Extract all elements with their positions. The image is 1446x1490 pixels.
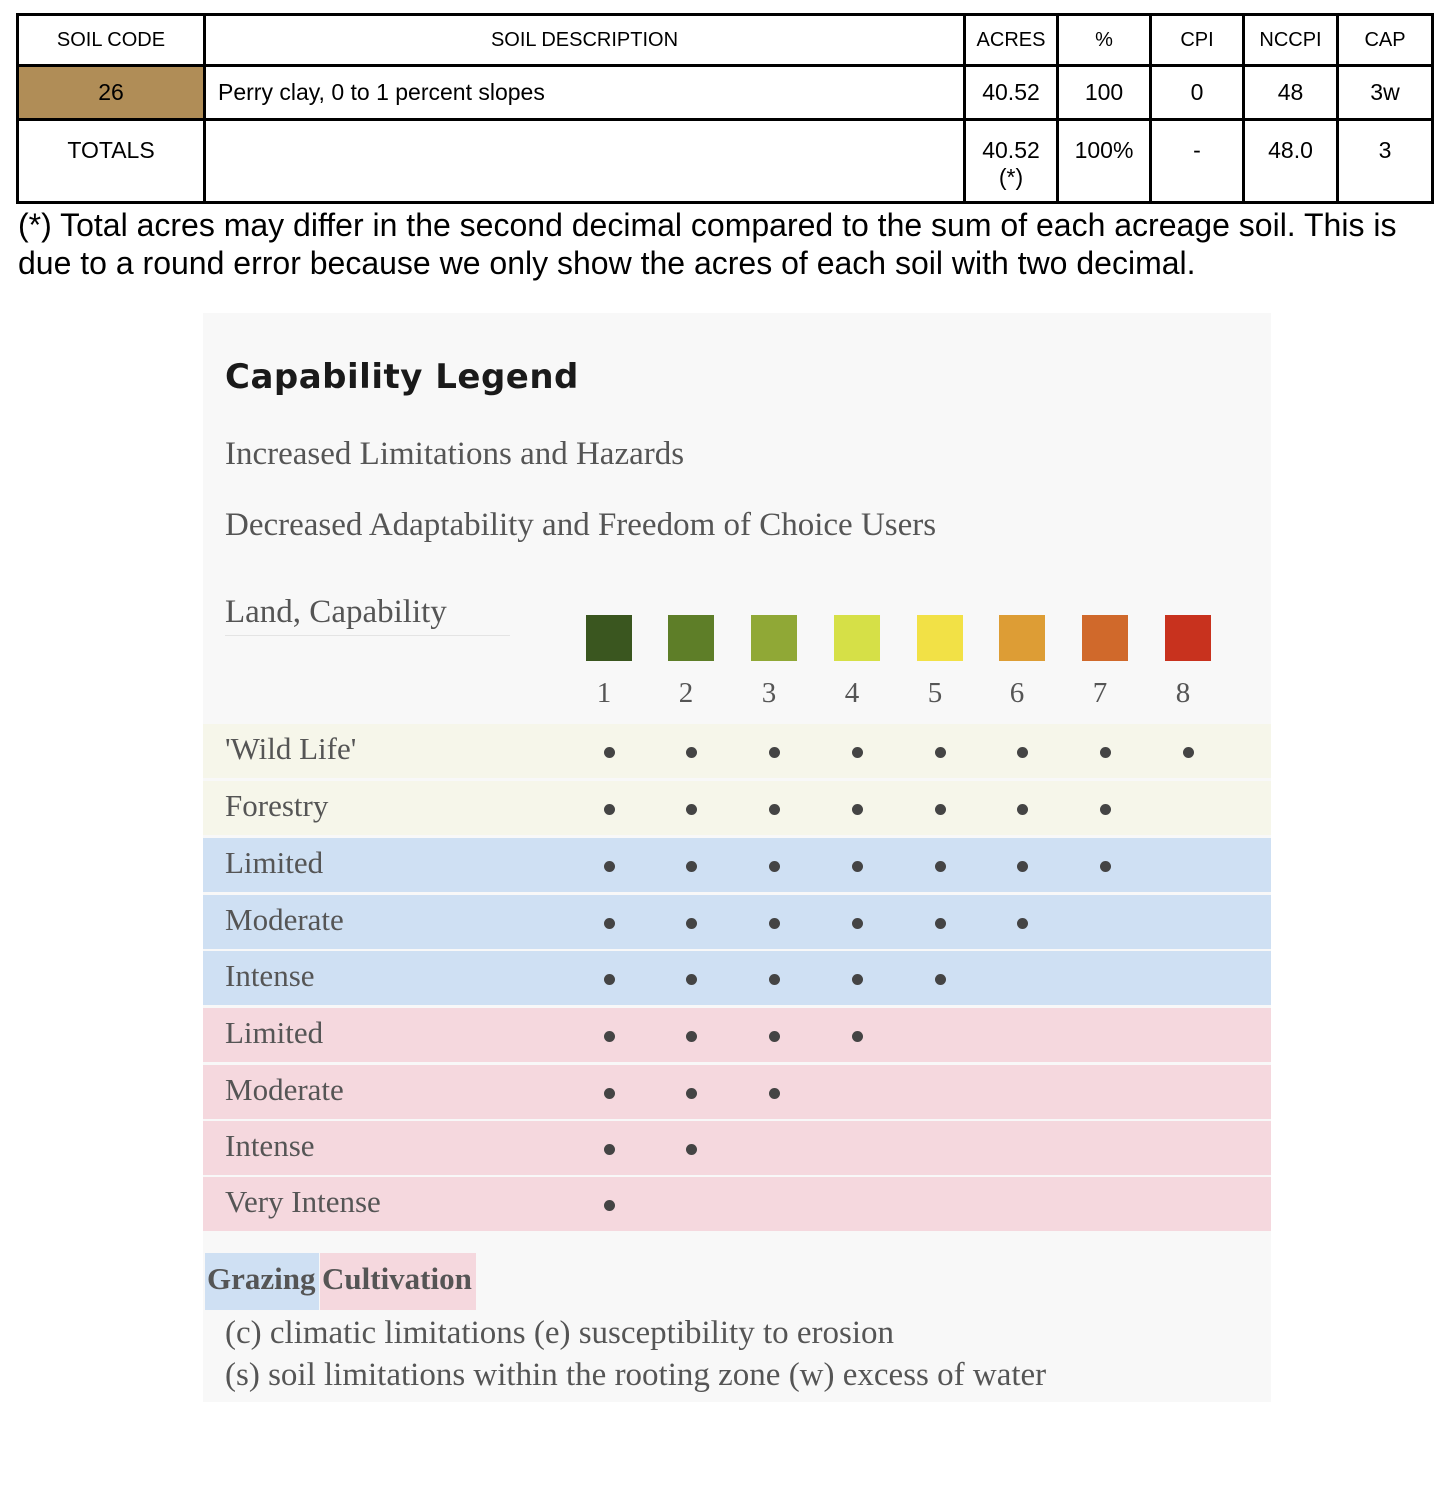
acreage-footnote: (*) Total acres may differ in the second decimal compared to the sum of each acreage soil. This is due to a round error because we only show the acres of each soil with two decimal.	[18, 207, 1397, 281]
capability-dot	[1017, 804, 1028, 815]
capability-dot	[852, 804, 863, 815]
soil-table-header-row	[18, 15, 1433, 66]
percent-value: 100	[1058, 66, 1151, 120]
capability-dot	[852, 918, 863, 929]
class-3-swatch	[751, 615, 797, 661]
legend-row-cult	[203, 1065, 1271, 1119]
class-2-swatch	[668, 615, 714, 661]
capability-dot	[769, 918, 780, 929]
land-capability-label: Land, Capability	[225, 594, 510, 636]
capability-dot	[604, 1144, 615, 1155]
class-3-label: 3	[761, 677, 777, 709]
capability-dot	[1100, 747, 1111, 758]
legend-row-cult	[203, 1177, 1271, 1231]
capability-dot	[769, 861, 780, 872]
table-row	[18, 66, 1433, 120]
capability-dot	[769, 1088, 780, 1099]
class-8-swatch	[1165, 615, 1211, 661]
totals-description	[205, 120, 965, 203]
capability-dot	[686, 1144, 697, 1155]
capability-dot	[852, 1031, 863, 1042]
capability-dot	[1017, 861, 1028, 872]
capability-dot	[604, 918, 615, 929]
class-7-label: 7	[1092, 677, 1108, 709]
acres-value: 40.52	[965, 66, 1058, 120]
capability-dot	[935, 804, 946, 815]
class-1-label: 1	[596, 677, 612, 709]
totals-nccpi: 48.0	[1244, 120, 1338, 203]
cpi-value: 0	[1151, 66, 1244, 120]
capability-dot	[686, 804, 697, 815]
capability-dot	[604, 974, 615, 985]
soil-description: Perry clay, 0 to 1 percent slopes	[205, 66, 965, 120]
capability-dot	[604, 804, 615, 815]
capability-dot	[686, 1088, 697, 1099]
legend-title: Capability Legend	[225, 357, 579, 397]
capability-dot	[686, 974, 697, 985]
legend-subtitle-limitations: Increased Limitations and Hazards	[225, 436, 685, 472]
capability-dot	[1183, 747, 1194, 758]
capability-legend	[203, 313, 1271, 1402]
capability-dot	[935, 974, 946, 985]
legend-row-label: Intense	[225, 958, 315, 993]
class-4-label: 4	[844, 677, 860, 709]
legend-row-label: Intense	[225, 1128, 315, 1163]
header-soil-code: SOIL CODE	[18, 15, 205, 66]
soil-code: 26	[18, 66, 205, 120]
capability-dot	[1100, 861, 1111, 872]
capability-dot	[604, 747, 615, 758]
legend-row-cult	[203, 1121, 1271, 1175]
legend-subtitle-adaptability: Decreased Adaptability and Freedom of Choice Users	[225, 507, 937, 543]
capability-dot	[852, 974, 863, 985]
capability-dot	[686, 861, 697, 872]
capability-dot	[769, 1031, 780, 1042]
legend-row-label: Limited	[225, 845, 324, 880]
legend-row-label: Forestry	[225, 788, 329, 823]
cultivation-tag: Cultivation	[320, 1253, 476, 1310]
capability-dot	[604, 1031, 615, 1042]
capability-dot	[686, 747, 697, 758]
capability-dot	[686, 918, 697, 929]
header-percent: %	[1058, 15, 1151, 66]
header-cap: CAP	[1338, 15, 1433, 66]
totals-cap: 3	[1338, 120, 1433, 203]
capability-dot	[935, 861, 946, 872]
legend-row-wild	[203, 724, 1271, 778]
header-cpi: CPI	[1151, 15, 1244, 66]
capability-dot	[935, 747, 946, 758]
legend-row-label: Limited	[225, 1015, 324, 1050]
totals-label: TOTALS	[18, 120, 205, 203]
legend-row-cult	[203, 1008, 1271, 1062]
legend-note-climatic-erosion: (c) climatic limitations (e) susceptibility to erosion	[225, 1315, 895, 1351]
capability-dot	[852, 861, 863, 872]
nccpi-value: 48	[1244, 66, 1338, 120]
class-4-swatch	[834, 615, 880, 661]
legend-row-label: Moderate	[225, 1072, 344, 1107]
class-1-swatch	[586, 615, 632, 661]
capability-dot	[604, 861, 615, 872]
totals-row	[18, 120, 1433, 203]
class-6-label: 6	[1009, 677, 1025, 709]
capability-dot	[686, 1031, 697, 1042]
class-2-label: 2	[678, 677, 694, 709]
totals-cpi: -	[1151, 120, 1244, 203]
cap-value: 3w	[1338, 66, 1433, 120]
header-soil-description: SOIL DESCRIPTION	[205, 15, 965, 66]
totals-percent: 100%	[1058, 120, 1151, 203]
capability-dot	[604, 1200, 615, 1211]
totals-acres	[965, 120, 1058, 203]
legend-note-soil-water: (s) soil limitations within the rooting zone (w) excess of water	[225, 1357, 1047, 1393]
class-6-swatch	[999, 615, 1045, 661]
legend-row-label: 'Wild Life'	[225, 731, 357, 766]
legend-row-label: Moderate	[225, 902, 344, 937]
legend-row-graze	[203, 895, 1271, 949]
legend-row-graze	[203, 951, 1271, 1005]
header-nccpi: NCCPI	[1244, 15, 1338, 66]
soil-table	[16, 13, 1434, 204]
capability-dot	[1017, 747, 1028, 758]
capability-dot	[769, 747, 780, 758]
class-5-swatch	[917, 615, 963, 661]
class-8-label: 8	[1175, 677, 1191, 709]
class-7-swatch	[1082, 615, 1128, 661]
class-5-label: 5	[927, 677, 943, 709]
legend-row-graze	[203, 838, 1271, 892]
capability-dot	[935, 918, 946, 929]
capability-dot	[769, 804, 780, 815]
legend-row-wild	[203, 781, 1271, 835]
capability-dot	[769, 974, 780, 985]
header-acres: ACRES	[965, 15, 1058, 66]
grazing-tag: Grazing	[205, 1253, 319, 1310]
capability-dot	[1017, 918, 1028, 929]
capability-dot	[604, 1088, 615, 1099]
totals-acres-text: 40.52(*)	[982, 137, 1040, 190]
capability-dot	[852, 747, 863, 758]
legend-row-label: Very Intense	[225, 1184, 381, 1219]
capability-dot	[1100, 804, 1111, 815]
